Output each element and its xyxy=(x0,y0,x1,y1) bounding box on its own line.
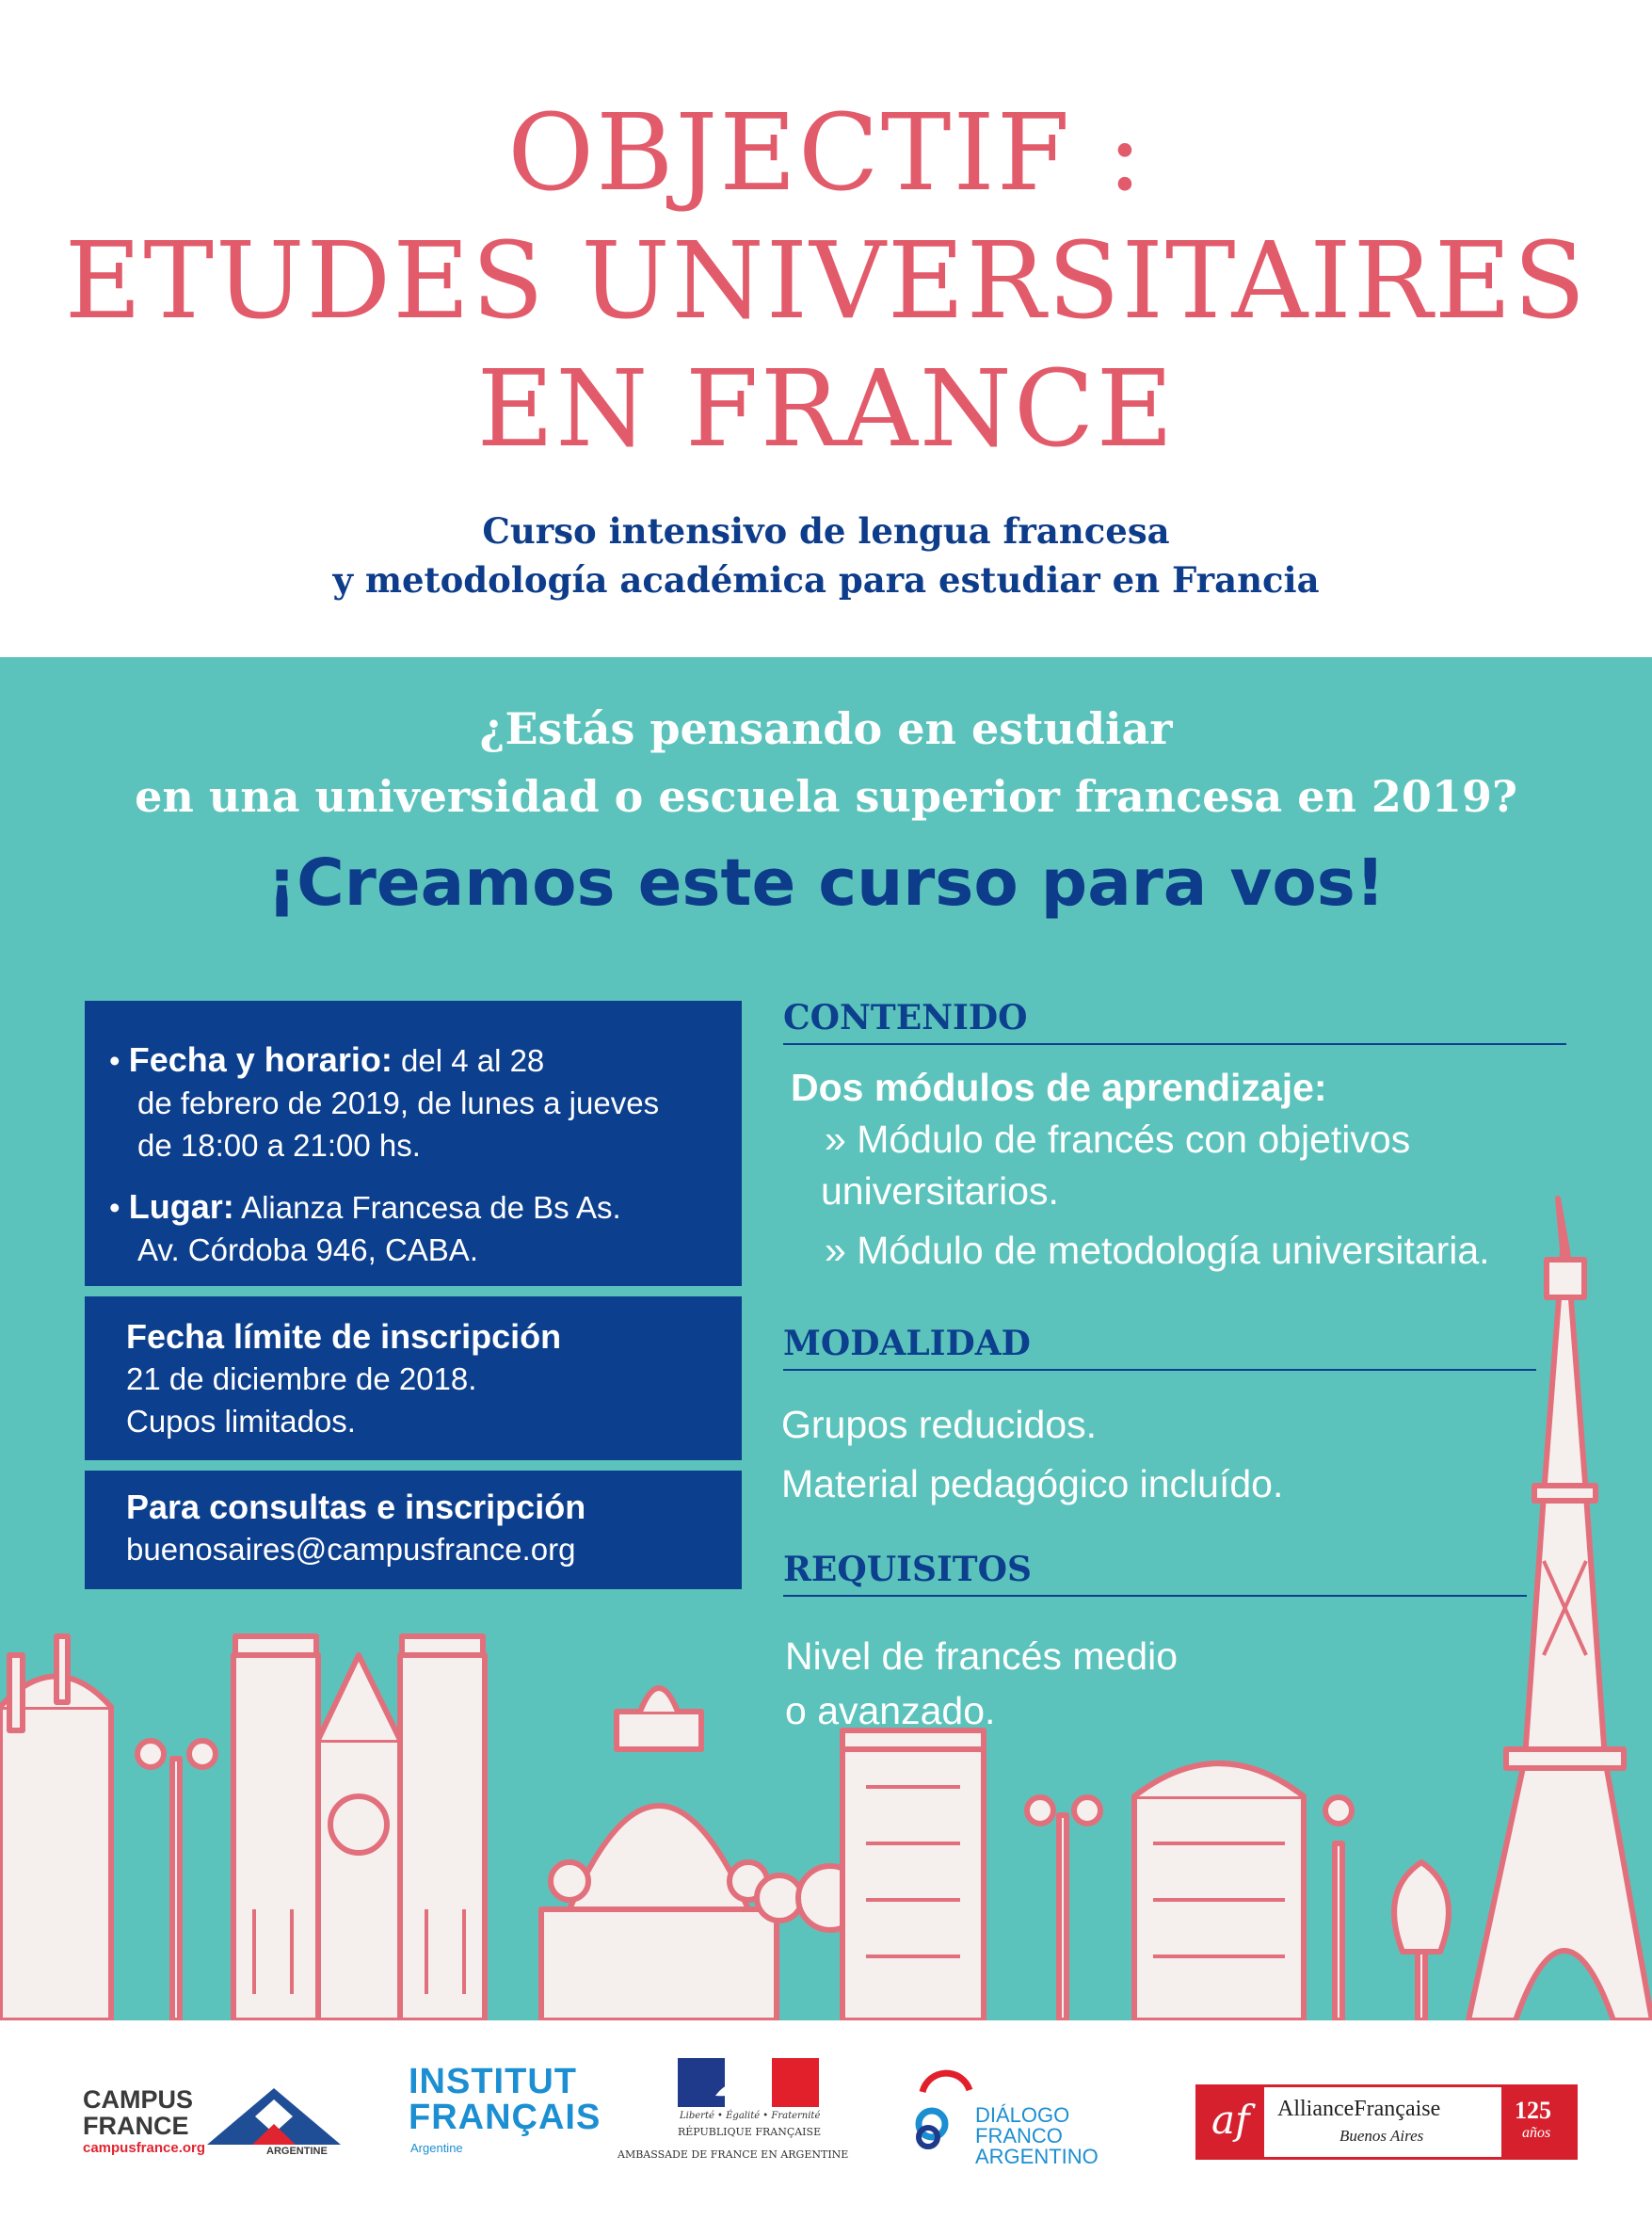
campus-france-country: ARGENTINE xyxy=(266,2146,328,2157)
institut-line-2: FRANÇAIS xyxy=(409,2098,601,2137)
contenido-item-2: » Módulo de metodología universitaria. xyxy=(825,1229,1490,1272)
modalidad-body xyxy=(781,1395,1283,1514)
alliance-years: 125 xyxy=(1515,2097,1551,2124)
modalidad-line-1: Grupos reducidos. xyxy=(781,1403,1098,1446)
tagline: ¡Creamos este curso para vos! xyxy=(266,845,1386,921)
date-line-3: de 18:00 a 21:00 hs. xyxy=(137,1128,421,1163)
intro-question xyxy=(0,695,1652,830)
main-panel xyxy=(0,657,1652,2020)
dialogo-rings-icon xyxy=(911,2058,977,2162)
title-line-3: EN FRANCE xyxy=(476,348,1176,471)
requisitos-line-2: o avanzado. xyxy=(785,1689,996,1732)
contenido-item-1-line-2: universitarios. xyxy=(821,1169,1059,1213)
campus-france-line-1: CAMPUS xyxy=(83,2085,194,2114)
deadline-label: Fecha límite de inscripción xyxy=(126,1317,562,1356)
requisitos-heading: REQUISITOS xyxy=(783,1550,1527,1597)
poster-subtitle xyxy=(0,507,1652,604)
deadline-line-2: Cupos limitados. xyxy=(126,1404,356,1439)
alliance-francaise-logo[interactable] xyxy=(1195,2084,1578,2160)
institut-line-1: INSTITUT xyxy=(409,2062,577,2101)
modalidad-heading: MODALIDAD xyxy=(783,1324,1536,1371)
marianne-flag-icon xyxy=(678,2058,819,2107)
place-label: Lugar: xyxy=(128,1187,234,1226)
institut-francais-logo[interactable] xyxy=(409,2062,601,2177)
contenido-item-1-line-1: » Módulo de francés con objetivos xyxy=(825,1118,1411,1161)
contact-label: Para consultas e inscripción xyxy=(126,1488,586,1526)
alliance-city: Buenos Aires xyxy=(1339,2127,1424,2145)
contenido-body xyxy=(791,1062,1490,1277)
campus-france-url: campusfrance.org xyxy=(83,2140,206,2156)
ambassade-motto: Liberté • Égalité • Fraternité xyxy=(680,2111,821,2121)
footer-logos xyxy=(0,2020,1652,2236)
institut-country: Argentine xyxy=(410,2141,463,2155)
question-line-2: en una universidad o escuela superior francesa en 2019? xyxy=(135,771,1517,822)
subtitle-line-2: y metodología académica para estudiar en Francia xyxy=(332,559,1320,601)
place-item xyxy=(109,1185,621,1271)
contact-box xyxy=(85,1471,742,1589)
date-label: Fecha y horario: xyxy=(128,1040,393,1079)
dialogo-line-2: FRANCO xyxy=(975,2124,1063,2148)
contenido-intro: Dos módulos de aprendizaje: xyxy=(791,1066,1327,1109)
place-line-2: Av. Córdoba 946, CABA. xyxy=(137,1232,478,1267)
alliance-mark xyxy=(1198,2087,1264,2157)
question-line-1: ¿Estás pensando en estudiar xyxy=(479,703,1173,754)
ambassade-name: AMBASSADE DE FRANCE EN ARGENTINE xyxy=(617,2148,849,2161)
contact-email[interactable]: buenosaires@campusfrance.org xyxy=(126,1532,576,1567)
campus-france-line-2: FRANCE xyxy=(83,2112,189,2140)
contenido-heading: CONTENIDO xyxy=(783,998,1566,1045)
dialogo-line-1: DIÁLOGO xyxy=(975,2103,1070,2127)
campus-france-logo[interactable] xyxy=(83,2086,346,2171)
place-line-1: Alianza Francesa de Bs As. xyxy=(241,1190,621,1225)
alliance-name: AllianceFrançaise xyxy=(1277,2097,1441,2121)
date-line-1: del 4 al 28 xyxy=(400,1043,545,1078)
poster-title xyxy=(0,89,1652,474)
date-item xyxy=(109,1038,659,1166)
dialogo-line-3: ARGENTINO xyxy=(975,2145,1099,2168)
requisitos-body xyxy=(785,1629,1178,1738)
dialogo-logo[interactable] xyxy=(911,2058,1128,2190)
modalidad-line-2: Material pedagógico incluído. xyxy=(781,1462,1284,1505)
ambassade-logo[interactable] xyxy=(612,2058,885,2190)
deadline-box xyxy=(85,1296,742,1460)
subtitle-line-1: Curso intensivo de lengua francesa xyxy=(482,510,1170,552)
bullet-icon: • xyxy=(109,1043,129,1078)
campus-france-pyramid-icon xyxy=(203,2086,345,2152)
alliance-years-label: años xyxy=(1522,2125,1551,2141)
deadline-line-1: 21 de diciembre de 2018. xyxy=(126,1361,477,1396)
requisitos-line-1: Nivel de francés medio xyxy=(785,1634,1179,1678)
alliance-anniversary-badge xyxy=(1501,2087,1575,2157)
ambassade-republique: RÉPUBLIQUE FRANÇAISE xyxy=(678,2126,822,2138)
bullet-icon: • xyxy=(109,1190,129,1225)
date-line-2: de febrero de 2019, de lunes a jueves xyxy=(137,1086,660,1120)
schedule-box xyxy=(85,1001,742,1286)
title-line-2: ETUDES UNIVERSITAIRES xyxy=(64,220,1588,343)
alliance-af-mark: af xyxy=(1211,2097,1250,2143)
title-line-1: OBJECTIF : xyxy=(507,92,1145,215)
